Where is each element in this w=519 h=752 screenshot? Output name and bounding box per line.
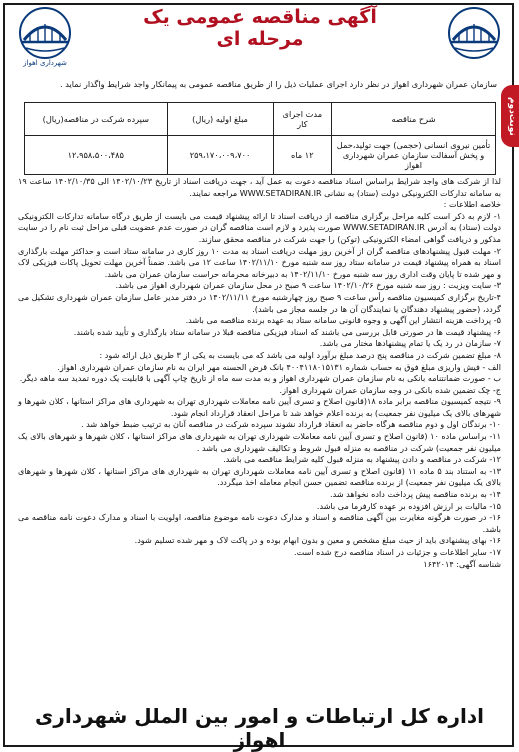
paragraph: ۹- نتیجه کمیسیون مناقصه برابر ماده ۱۸(قانون اصلاح و تسری آیین نامه معاملات شهرداری تهران به شهرداری های مراکز استانها ، کلان شهرها و شهرهای بالای یک میلیون نفر جمعیت) به برنده اعلام خواهد شد تا مراحل انعقاد قرارداد انجام شود.	[18, 396, 502, 418]
col-initial-amount: مبلغ اولیه (ریال)	[167, 103, 273, 136]
cell-duration: ۱۲ ماه	[273, 136, 332, 175]
paragraph: ۱۶- در صورت هرگونه مغایرت بین آگهی مناقصه و اسناد و مدارک دعوت نامه موضوع مناقصه، اولویت با اسناد و مدارک دعوت نامه مناقصه می باشد.	[18, 512, 501, 534]
paragraph: ۵- پرداخت هزینه انتشار این آگهی و وجوه قانونی سامانه ستاد به عهده برنده مناقصه می باشد.	[185, 315, 501, 326]
ad-body	[18, 176, 501, 570]
ahvaz-bridge-logo-right	[445, 6, 503, 60]
ad-id: شناسه آگهی: ۱۶۴۲۰۱۴	[423, 558, 501, 569]
paragraph: خلاصه اطلاعات :	[443, 199, 501, 210]
paragraph: ۸- مبلغ تضمین شرکت در مناقصه پنج درصد مبلغ برآورد اولیه می باشد که می بایست به یکی از ۳ طریق ذیل ارائه شود :	[99, 349, 501, 360]
paragraph: ۱۷- سایر اطلاعات و جزئیات در اسناد مناقصه درج شده است.	[294, 547, 501, 557]
logo-caption: شهرداری اهواز	[23, 59, 67, 67]
paragraph: لذا از شرکت های واجد شرایط براساس اسناد مناقصه دعوت به عمل آید ، جهت دریافت اسناد از تاریخ ۱۴۰۲/۱۰/۲۳ الی ۱۴۰۲/۱۰/۳۵ ساعت ۱۹ به سامانه تدارکات الکترونیکی دولت (ستاد) به نشانی WWW.SETADIRAN.IR مراجعه نمایند.	[18, 176, 502, 198]
table-header-row	[25, 103, 496, 136]
col-deposit: سپرده شرکت در مناقصه(ریال)	[25, 103, 168, 136]
paragraph: ۱۱- براساس ماده ۱۰ (قانون اصلاح و تسری آیین نامه معاملات شهرداری تهران به شهرداری های مراکز استانها ، کلان شهرها و شهرهای بالای یک میلیون نفر جمعیت) شرکت در مناقصه به منزله قبول شروط و تکالیف شهرداری می باشد .	[18, 431, 501, 453]
paragraph: ۱۵- مالیات بر ارزش افزوده بر عهده کارفرما می باشد.	[316, 500, 501, 511]
paragraph: ۱۶- بهای پیشنهادی باید از حیث مبلغ مشخص و معین و بدون ابهام بوده و در پاکت لاک و مهر شده تسلیم شود.	[134, 535, 501, 546]
col-duration: مدت اجرای کار	[273, 103, 332, 136]
table-row	[25, 136, 496, 175]
paragraph: الف - فیش واریزی مبلغ فوق به حساب شماره ۴۰۰۴۱۱۸۰۱۵۱۳۱ بانک قرض الحسنه مهر ایران به نام سازمان عمران شهرداری اهواز.	[57, 361, 501, 372]
footer-department: اداره کل ارتباطات و امور بین الملل شهرداری اهواز	[35, 704, 484, 752]
intro-text: سازمان عمران شهرداری اهواز در نظر دارد اجرای عملیات ذیل را از طریق مناقصه عمومی به پیمانکار واجد شرایط واگذار نماید .	[60, 79, 497, 89]
paragraph: ۷- سازمان در رد یک یا تمام پیشنهادها مختار می باشد.	[319, 338, 501, 349]
paragraph: ۶- پیشنهاد قیمت ها در صورتی قابل بررسی می باشند که اسناد فیزیکی مناقصه قبلا در سامانه ستاد بارگذاری و تأیید شده باشند.	[73, 326, 501, 337]
col-description: شرح مناقصه	[332, 103, 496, 136]
paragraph: ب - صورت ضمانتنامه بانکی به نام سازمان عمران شهرداری اهواز و به مدت سه ماه از تاریخ چاپ آگهی با قابلیت یک دوره تمدید سه ماهه دیگر.	[19, 373, 501, 384]
paragraph: ۱- لازم به ذکر است کلیه مراحل برگزاری مناقصه از دریافت اسناد تا ارائه پیشنهاد قیمت می بایست از طریق درگاه سامانه تدارکات الکترونیکی دولت (ستاد) به آدرس WWW.SETADIRAN.IR صورت پذیرد و لازم است مناقصه گران در صورت عدم عضویت قبلی مراحل ثبت نام را در سایت مذکور و دریافت گواهی امضاء الکترونیکی (توکن) را جهت شرکت در مناقصه محقق سازند.	[18, 210, 501, 244]
paragraph: ۲- مهلت قبول پیشنهادهای مناقصه گران از آخرین روز مهلت دریافت اسناد به مدت ۱۰ روز کاری در سامانه ستاد است و حداکثر مهلت بارگذاری اسناد به همراه پیشنهاد قیمت در سامانه ستاد روز سه شنبه مورخ ۱۴۰۲/۱۱/۱۰ ساعت ۱۲ می باشد. ضمناً آخرین مهلت تحویل پاکات فیزیکی لاک و مهر شده تا پایان وقت اداری روز سه شنبه مورخ ۱۴۰۲/۱۱/۱۰ به دبیرخانه محرمانه حراست سازمان عمران می باشد.	[18, 245, 502, 279]
paragraph: ج- چک تضمین شده بانکی در وجه سازمان عمران شهرداری اهواز.	[279, 384, 501, 395]
paragraph: ۱۳- به استناد بند ۵ ماده ۱۱ (قانون اصلاح و تسری آیین نامه معاملات شهرداری تهران به شهرداری های مراکز استانها ، کلان شهرها و شهرهای بالای یک میلیون نفر جمعیت) از برنده مناقصه تضمین حسن انجام معامله اخذ میگردد.	[18, 465, 502, 488]
round-badge: نوبت‌دوم	[501, 85, 519, 147]
paragraph: ۱۴- به برنده مناقصه پیش پرداخت داده نخواهد شد.	[330, 489, 501, 500]
cell-initial-amount: ۲۵۹،۱۷۰،۰۰۹،۷۰۰	[167, 136, 273, 175]
ad-title: آگهی مناقصه عمومی یک مرحله ای	[143, 6, 377, 50]
cell-description: تأمین نیروی انسانی (حجمی) جهت تولید،حمل و پخش آسفالت سازمان عمران شهرداری اهواز	[332, 136, 496, 175]
paragraph: ۱۰- برندگان اول و دوم مناقصه هرگاه حاضر به انعقاد قرارداد نشوند سپرده شرکت در مناقصه آنان به ترتیب ضبط خواهد شد .	[81, 419, 501, 430]
tender-table	[24, 102, 496, 175]
paragraph: ۱۲- شرکت در مناقصه و دادن پیشنهاد به منزله قبول کلیه شرایط مناقصه می باشد.	[223, 454, 501, 465]
paragraph: ۴-تاریخ برگزاری کمیسیون مناقصه رأس ساعت ۹ صبح روز چهارشنبه مورخ ۱۴۰۲/۱۱/۱۱ در دفتر مدیر عامل سازمان عمران شهرداری تشکیل می گردد، (حضور پیشنهاد دهندگان یا نمایندگان آن ها در جلسه مجاز می باشد).	[17, 291, 501, 314]
cell-deposit: ۱۲،۹۵۸،۵۰۰،۴۸۵	[25, 136, 168, 175]
ahvaz-bridge-logo-left	[16, 6, 74, 60]
paragraph: ۳- سایت ویزیت : روز سه شنبه مورخ ۱۴۰۲/۱۰/۲۶ ساعت ۹ صبح در محل سازمان عمران شهرداری اهواز می باشد.	[115, 280, 501, 291]
